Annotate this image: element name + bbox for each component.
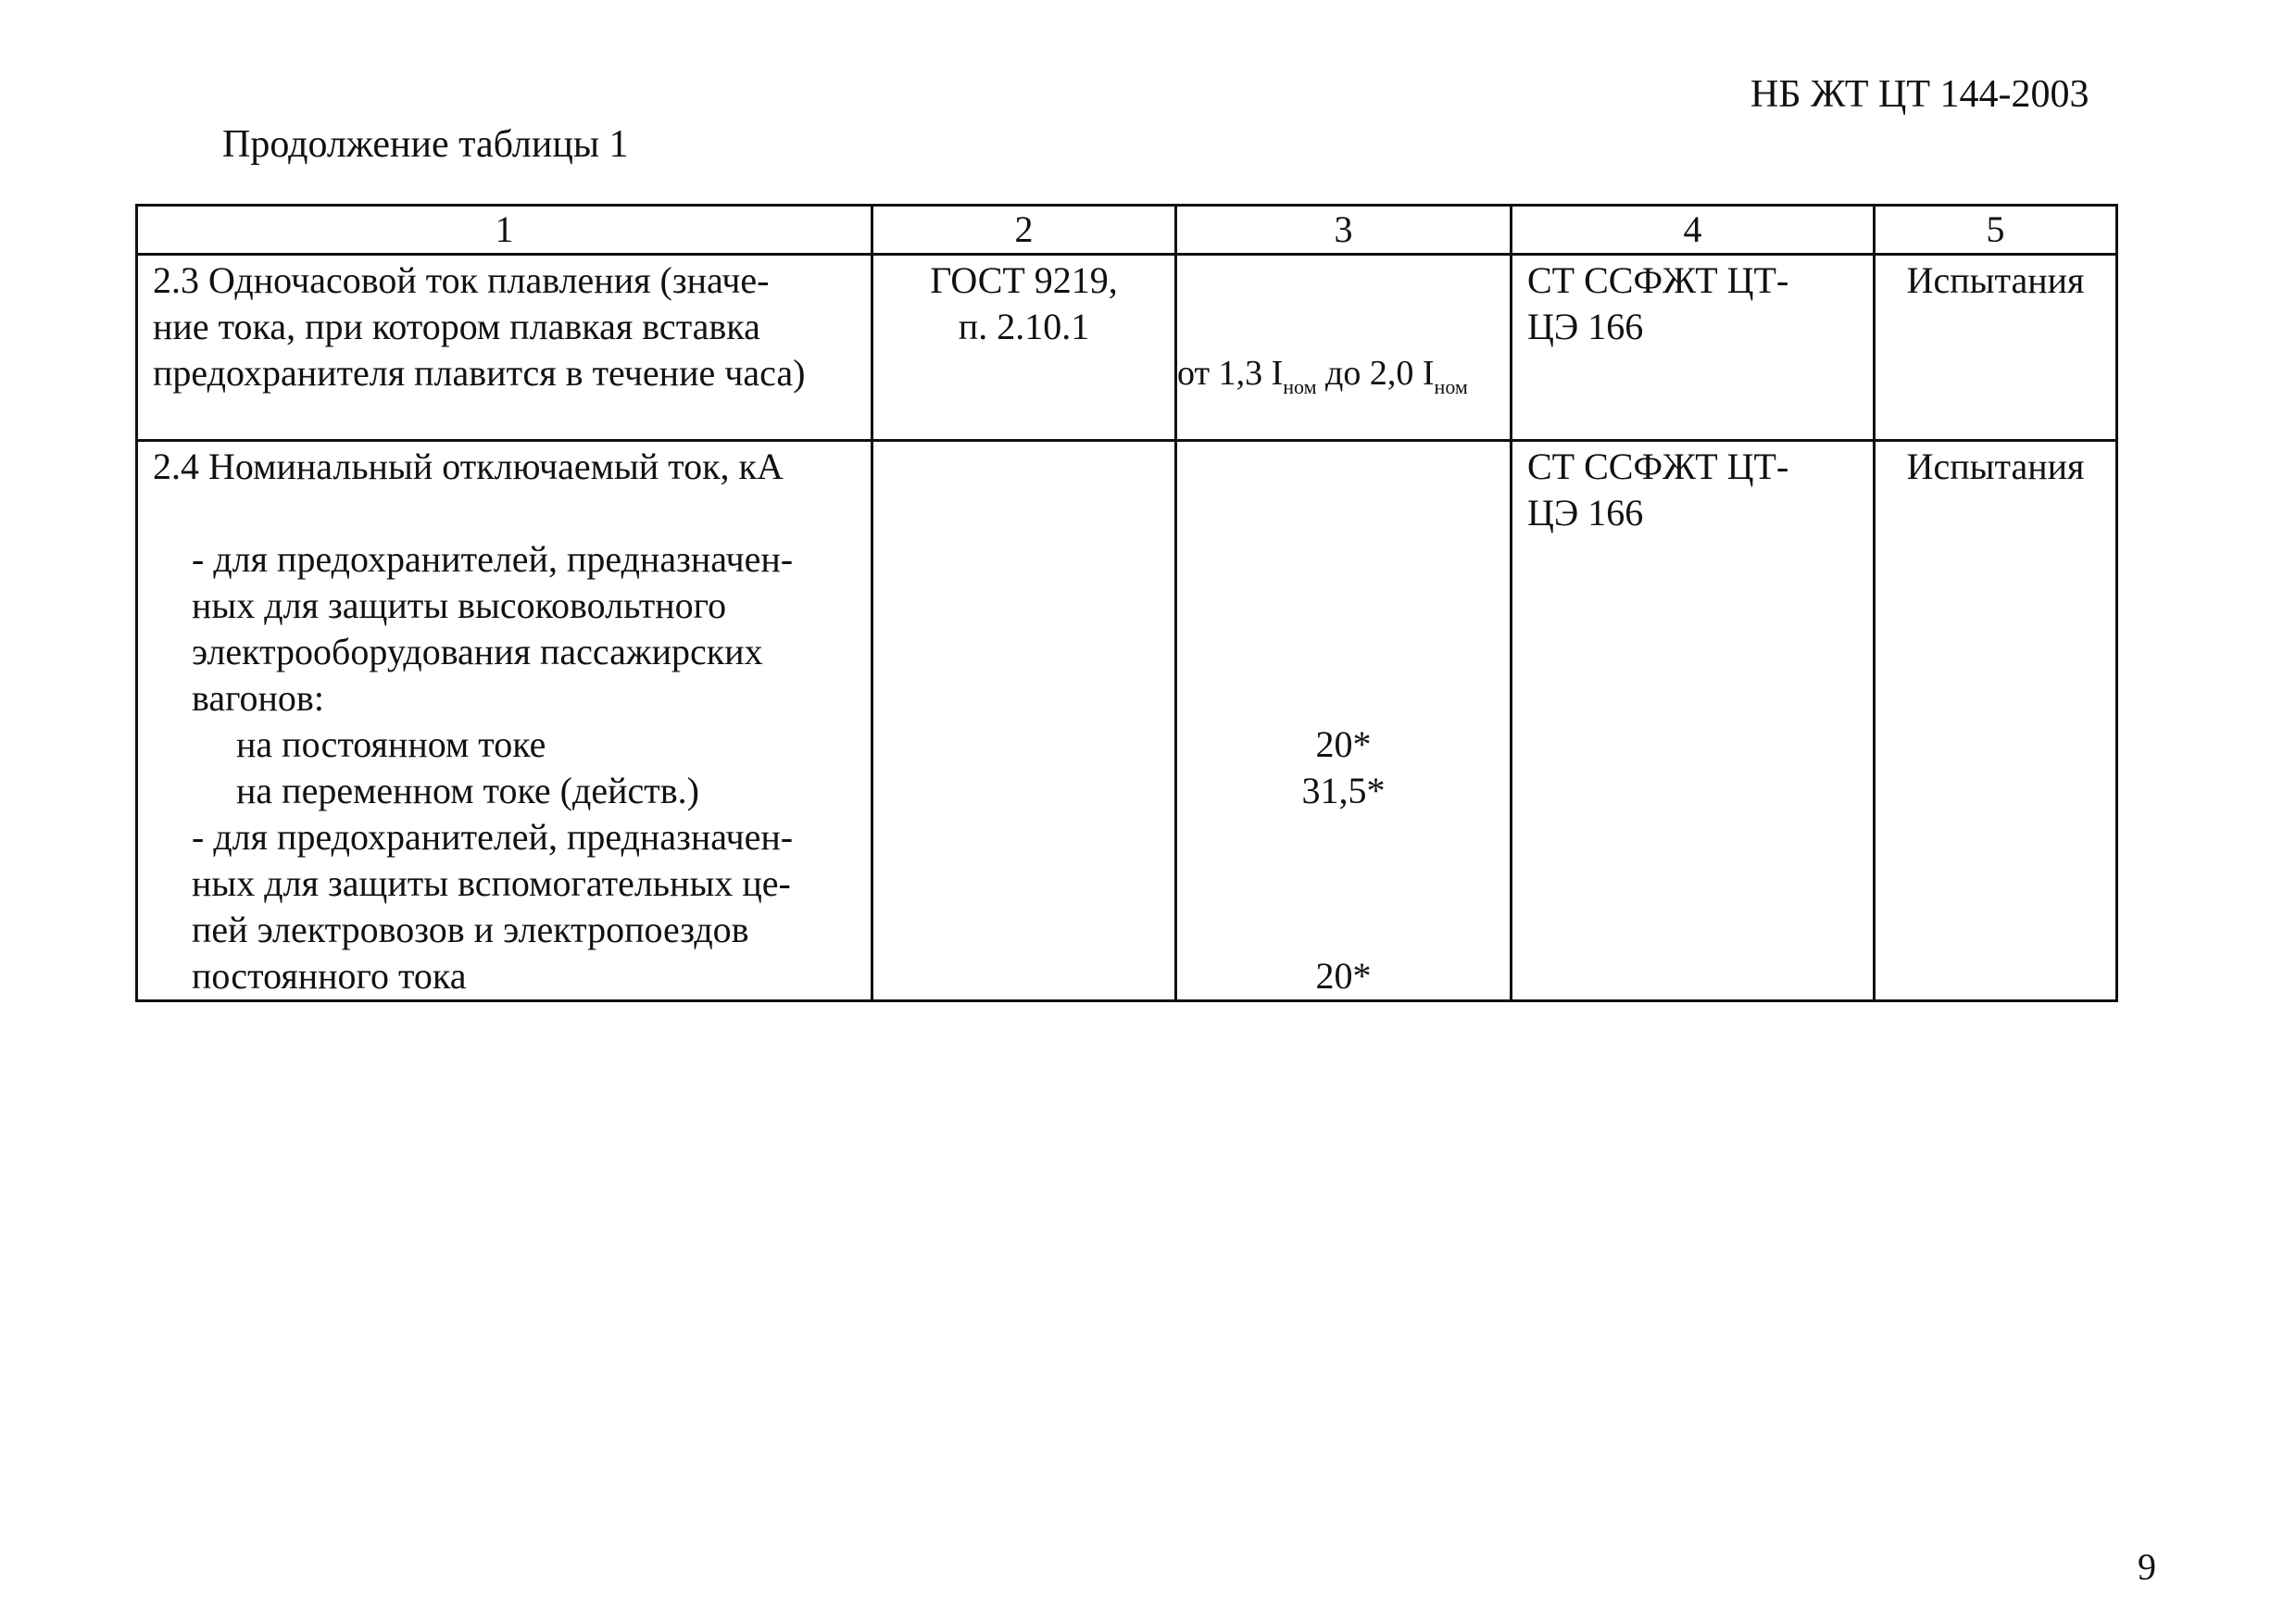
requirements-table (135, 204, 2118, 1002)
row-2-3-text-line: предохранителя плавится в течение часа) (153, 352, 806, 394)
row-2-3-parameter (137, 255, 872, 441)
row-2-4-ac-value: 31,5* (1301, 770, 1386, 811)
column-header-2: 2 (872, 206, 1176, 255)
row-2-3-standard (872, 255, 1176, 441)
row-2-4-group1-line: - для предохранителей, предназначен- (192, 538, 794, 580)
row-2-3-control-type: Испытания (1875, 255, 2117, 441)
row-2-4-title: 2.4 Номинальный отключаемый ток, кА (153, 446, 784, 487)
row-2-3-text-line: ние тока, при котором плавкая вставка (153, 306, 760, 347)
row-2-4-group1-line: вагонов: (192, 677, 324, 719)
table-continuation-caption: Продолжение таблицы 1 (222, 123, 629, 166)
table-row-2-3 (137, 255, 2117, 441)
column-header-3: 3 (1176, 206, 1512, 255)
row-2-4-dc-value: 20* (1315, 723, 1372, 765)
row-2-4-group2-line: ных для защиты вспомогательных це- (192, 862, 791, 904)
range-subscript-1: ном (1283, 375, 1317, 398)
row-2-4-control-type: Испытания (1875, 441, 2117, 1001)
row-2-3-standard-line: п. 2.10.1 (958, 306, 1090, 347)
row-2-4-group2-value: 20* (1315, 955, 1372, 997)
table-header-row (137, 206, 2117, 255)
row-2-4-values (1176, 441, 1512, 1001)
row-2-3-standard-line: ГОСТ 9219, (930, 259, 1118, 301)
row-2-4-dc-label: на постоянном токе (236, 723, 546, 765)
row-2-4-doc-line: ЦЭ 166 (1527, 492, 1644, 534)
column-header-1: 1 (137, 206, 872, 255)
row-2-3-doc-line: ЦЭ 166 (1527, 306, 1644, 347)
row-2-3-range (1177, 350, 1510, 401)
page-number: 9 (2138, 1546, 2156, 1588)
row-2-4-group1-line: ных для защиты высоковольтного (192, 584, 727, 626)
row-2-4-method-doc (1512, 441, 1875, 1001)
column-header-4: 4 (1512, 206, 1875, 255)
row-2-3-method-doc (1512, 255, 1875, 441)
row-2-4-group2-line: пей электровозов и электропоездов (192, 909, 749, 950)
row-2-3-value (1176, 255, 1512, 441)
range-subscript-2: ном (1434, 375, 1468, 398)
row-2-4-group1-line: электрооборудования пассажирских (192, 631, 763, 672)
table-row-2-4 (137, 441, 2117, 1001)
row-2-4-standard (872, 441, 1176, 1001)
row-2-4-group2-line: постоянного тока (192, 955, 467, 997)
row-2-3-doc-line: СТ ССФЖТ ЦТ- (1527, 259, 1789, 301)
column-header-5: 5 (1875, 206, 2117, 255)
row-2-4-group2-line: - для предохранителей, предназначен- (192, 816, 794, 858)
range-middle: до 2,0 I (1316, 354, 1435, 393)
row-2-3-text-line: 2.3 Одночасовой ток плавления (значе- (153, 259, 770, 301)
row-2-4-ac-label: на переменном токе (действ.) (236, 770, 699, 811)
row-2-4-doc-line: СТ ССФЖТ ЦТ- (1527, 446, 1789, 487)
range-prefix: от 1,3 I (1177, 354, 1284, 393)
row-2-4-parameter (137, 441, 872, 1001)
document-code: НБ ЖТ ЦТ 144-2003 (1750, 73, 2089, 116)
